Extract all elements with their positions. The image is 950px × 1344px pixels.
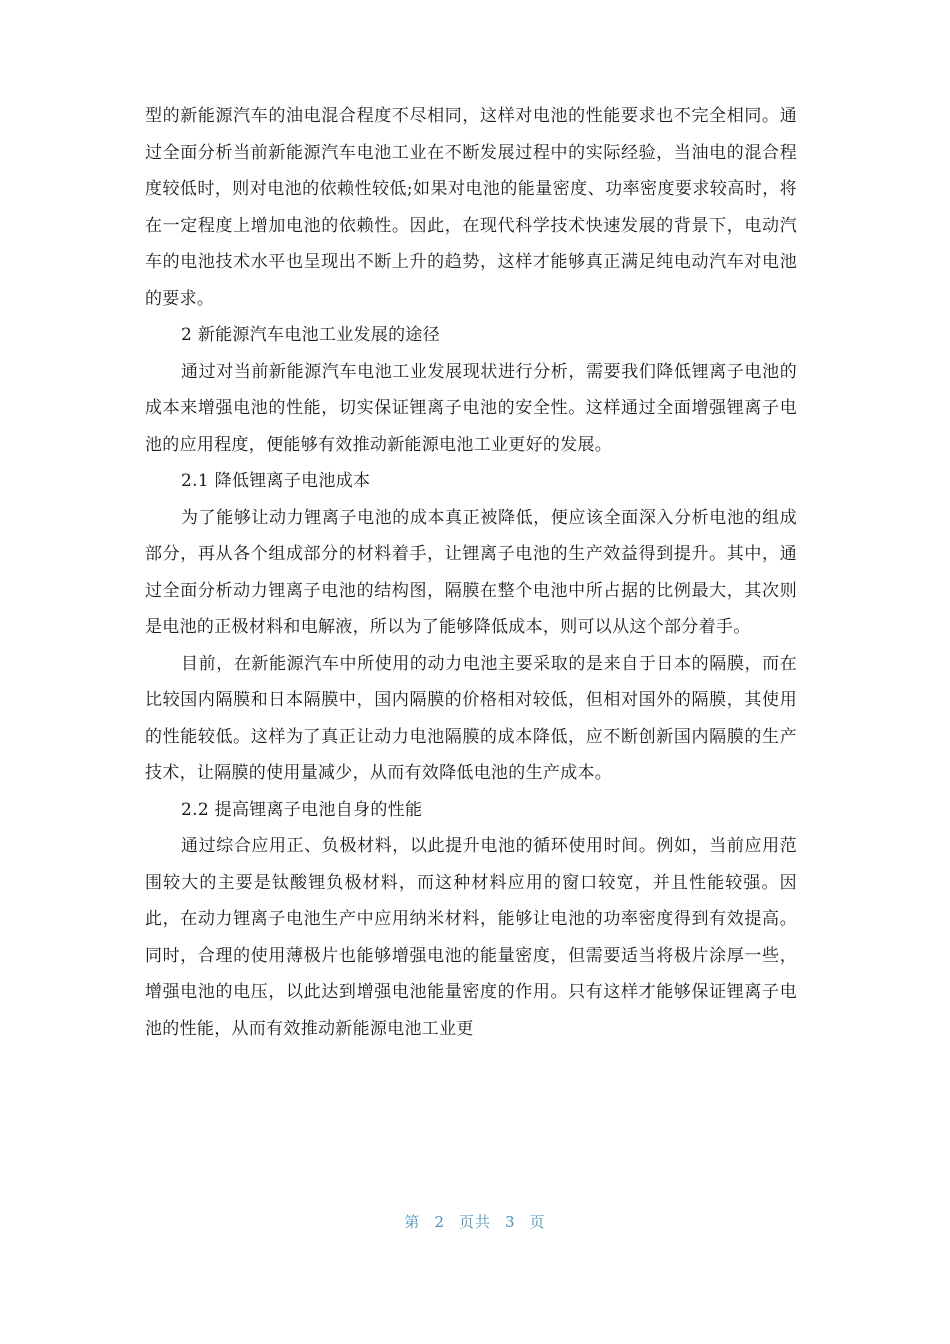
subsection-heading: 2.1 降低锂离子电池成本 [181,471,371,491]
subsection-heading: 2.2 提高锂离子电池自身的性能 [181,799,423,820]
paragraph: 为了能够让动力锂离子电池的成本真正被降低，便应该全面深入分析电池的组成部分，再从各个组成部分的材料着手，让锂离子电池的生产效益得到提升。其中，通过全面分析动力锂离子电池的结构图，隔膜在整个电池中所占据的比例最大，其次则是电池的正极材料和电解液，所以为了能够降低成本，则可以从这个部分着手。 [145,507,797,637]
paragraph: 型的新能源汽车的油电混合程度不尽相同，这样对电池的性能要求也不完全相同。通过全面分析当前新能源汽车电池工业在不断发展过程中的实际经验，当油电的混合程度较低时，则对电池的依赖性较低;如果对电池的能量密度、功率密度要求较高时，将在一定程度上增加电池的依赖性。因此，在现代科学技术快速发展的背景下，电动汽车的电池技术水平也呈现出不断上升的趋势，这样才能够真正满足纯电动汽车对电池的要求。 [145,106,797,309]
section-heading: 2 新能源汽车电池工业发展的途径 [181,325,441,345]
current-page-number: 2 [434,1213,445,1231]
paragraph: 目前，在新能源汽车中所使用的动力电池主要采取的是来自于日本的隔膜，而在比较国内隔膜和日本隔膜中，国内隔膜的价格相对较低，但相对国外的隔膜，其使用的性能较低。这样为了真正让动力电池隔膜的成本降低，应不断创新国内隔膜的生产技术，让隔膜的使用量减少，从而有效降低电池的生产成本。 [145,653,797,783]
page-footer [0,1211,950,1232]
paragraph: 通过对当前新能源汽车电池工业发展现状进行分析，需要我们降低锂离子电池的成本来增强电池的性能，切实保证锂离子电池的安全性。这样通过全面增强锂离子电池的应用程度，便能够有效推动新能源电池工业更好的发展。 [145,361,797,455]
page-label-suffix: 页 [529,1213,546,1231]
page-label-mid: 页共 [458,1213,491,1231]
document-body [145,98,797,1047]
paragraph: 通过综合应用正、负极材料，以此提升电池的循环使用时间。例如，当前应用范围较大的主要是钛酸锂负极材料，而这种材料应用的窗口较宽，并且性能较强。因此，在动力锂离子电池生产中应用纳米材料，能够让电池的功率密度得到有效提高。同时，合理的使用薄极片也能够增强电池的能量密度，但需要适当将极片涂厚一些，增强电池的电压，以此达到增强电池能量密度的作用。只有这样才能够保证锂离子电池的性能，从而有效推动新能源电池工业更 [145,836,797,1039]
total-pages-number: 3 [505,1213,516,1231]
page-label-prefix: 第 [404,1213,421,1231]
